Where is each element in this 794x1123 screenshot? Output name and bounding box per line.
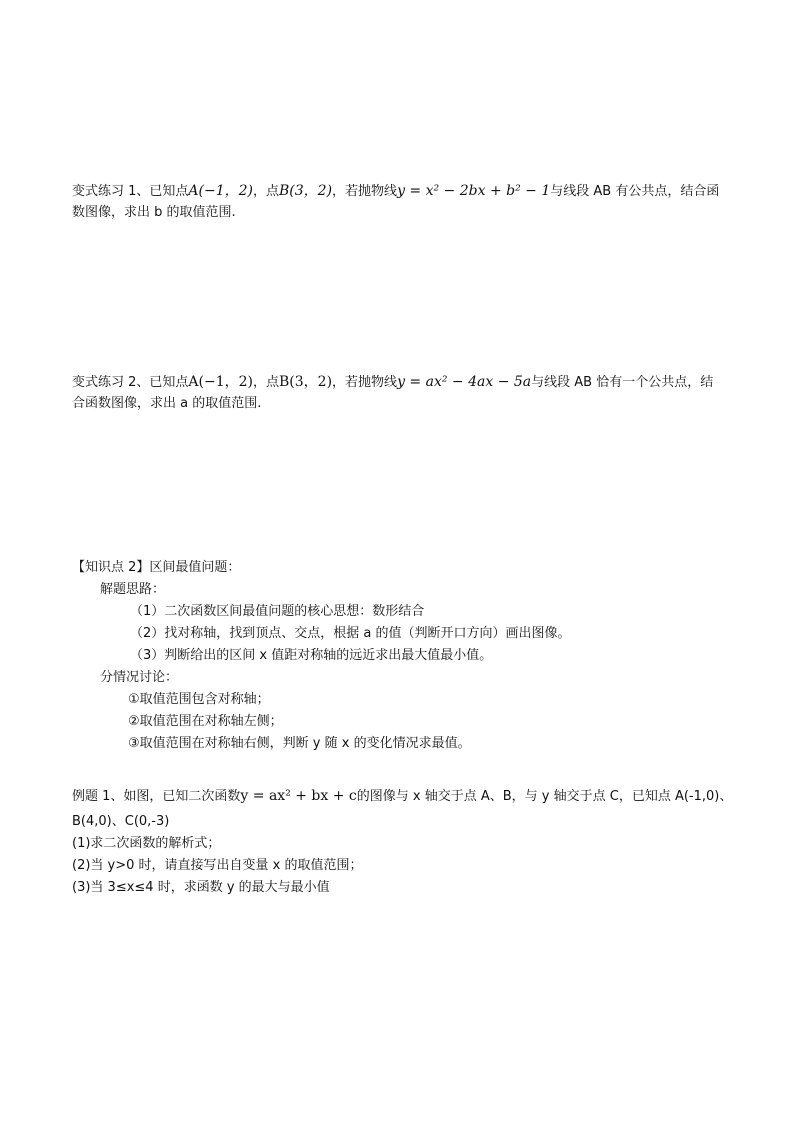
exercise-1-prefix: 变式练习 1、已知点: [72, 184, 189, 199]
parabola-formula: y = ax² − 4ax − 5a: [397, 374, 532, 390]
case-1: ①取值范围包含对称轴；: [128, 692, 270, 707]
question-2: (2)当 y>0 时，请直接写出自变量 x 的取值范围；: [72, 858, 363, 873]
example-1-line-2: B(4,0)、C(0,-3): [72, 814, 170, 829]
point-a: A(−1，2): [188, 183, 253, 199]
case-2: ②取值范围在对称轴左侧；: [128, 714, 283, 729]
exercise-2-mid-1: ，点: [253, 375, 280, 390]
approach-step-3: （3）判断给出的区间 x 值距对称轴的远近求出最大值最小值。: [130, 648, 493, 663]
approach-step-2: （2）找对称轴，找到顶点、交点，根据 a 的值（判断开口方向）画出图像。: [130, 626, 571, 641]
parabola-formula: y = x² − 2bx + b² − 1: [397, 183, 551, 199]
example-1-suffix: 的图像与 x 轴交于点 A、B，与 y 轴交于点 C，已知点 A(-1,0)、: [356, 789, 733, 804]
exercise-2-line-1: [72, 373, 713, 392]
exercise-1-mid-2: ，若抛物线: [332, 184, 398, 199]
exercise-2-prefix: 变式练习 2、已知点: [72, 375, 189, 390]
example-1-prefix: 例题 1、如图，已知二次函数: [72, 789, 241, 804]
exercise-2-line-2: 合函数图像，求出 a 的取值范围.: [72, 396, 262, 411]
approach-label: 解题思路：: [100, 582, 166, 597]
case-3: ③取值范围在对称轴右侧，判断 y 随 x 的变化情况求最值。: [128, 736, 471, 751]
quadratic-formula: y = ax² + bx + c: [240, 788, 357, 804]
exercise-1-mid-1: ，点: [253, 184, 280, 199]
question-1: (1)求二次函数的解析式；: [72, 836, 221, 851]
knowledge-heading: 【知识点 2】区间最值问题：: [72, 560, 241, 575]
point-b: B(3，2): [279, 183, 333, 199]
example-1-line-1: [72, 787, 732, 806]
question-3: (3)当 3≤x≤4 时，求函数 y 的最大与最小值: [72, 880, 330, 895]
approach-step-1: （1）二次函数区间最值问题的核心思想：数形结合: [130, 604, 425, 619]
exercise-2-suffix: 与线段 AB 恰有一个公共点，结: [531, 375, 714, 390]
exercise-1-line-1: [72, 182, 719, 201]
point-b: B(3，2): [279, 374, 333, 390]
exercise-1-line-2: 数图像，求出 b 的取值范围.: [72, 205, 236, 220]
cases-label: 分情况讨论：: [100, 670, 179, 685]
exercise-2-mid-2: ，若抛物线: [332, 375, 398, 390]
point-a: A(−1，2): [188, 374, 253, 390]
exercise-1-suffix: 与线段 AB 有公共点，结合函: [550, 184, 720, 199]
